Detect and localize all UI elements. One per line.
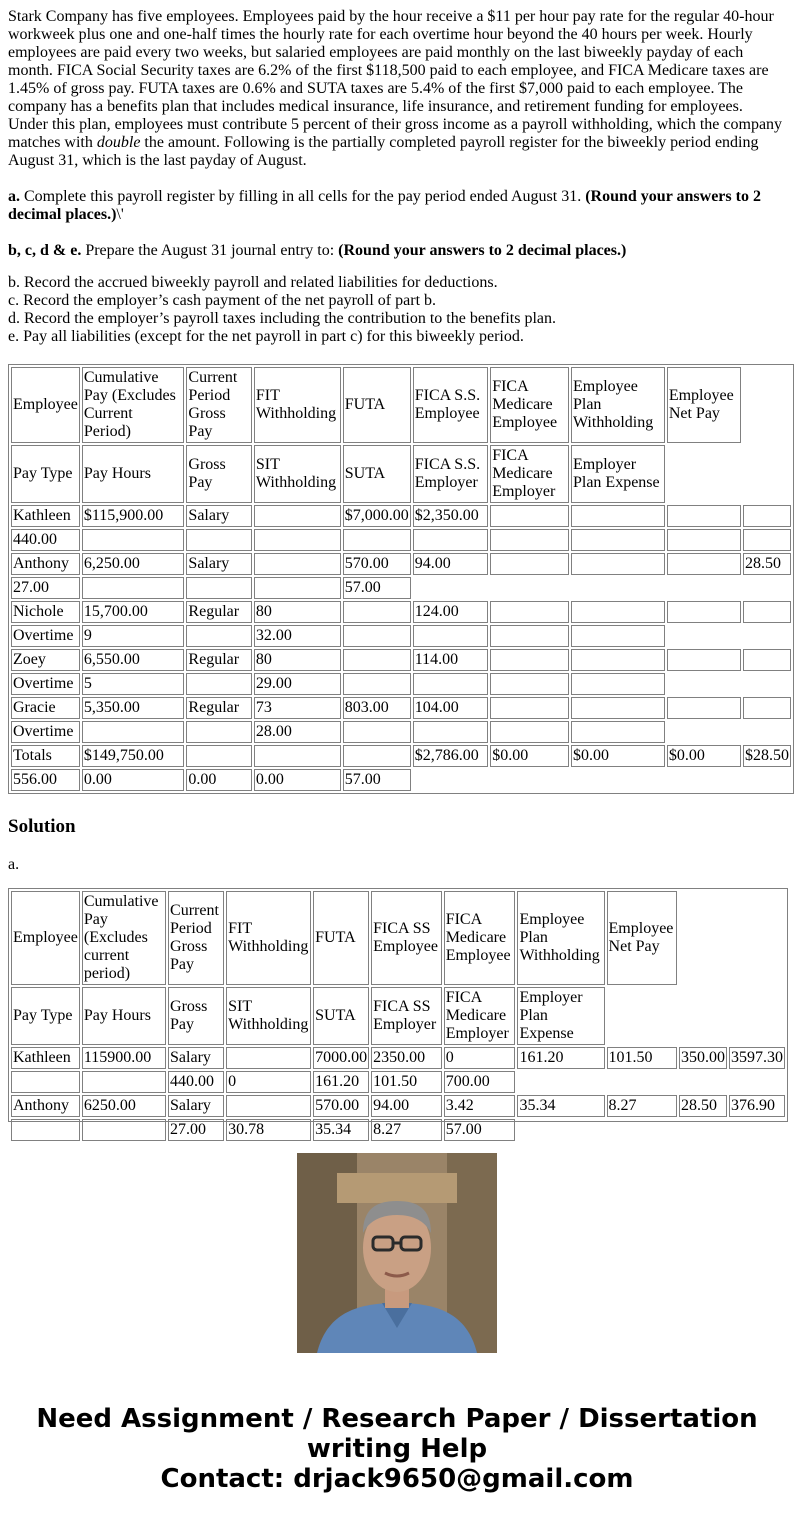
register-cell (413, 529, 488, 551)
part-bcde-label: b, c, d & e. (8, 242, 82, 259)
register-cell: Overtime (11, 625, 80, 647)
solution-cell: FICA SS Employee (371, 891, 442, 985)
register-cell: 114.00 (413, 649, 488, 671)
register-cell (82, 577, 185, 599)
register-cell: Salary (186, 505, 251, 527)
register-cell (743, 505, 791, 527)
register-cell (743, 601, 791, 623)
solution-part-a-label: a. (8, 856, 20, 873)
solution-cell (11, 1071, 80, 1093)
register-cell: Regular (186, 697, 251, 719)
part-bcde-instructions (8, 242, 786, 260)
solution-cell: 440.00 (168, 1071, 224, 1093)
solution-row (11, 1119, 785, 1141)
solution-cell: FUTA (313, 891, 369, 985)
solution-cell: 161.20 (517, 1047, 604, 1069)
presenter-photo-icon (297, 1153, 497, 1353)
solution-cell: 161.20 (313, 1071, 369, 1093)
register-cell (490, 673, 569, 695)
solution-cell: 3597.30 (729, 1047, 785, 1069)
solution-row (11, 1095, 785, 1117)
register-cell: 6,550.00 (82, 649, 185, 671)
solution-cell: 0 (226, 1071, 311, 1093)
solution-cell: Current Period Gross Pay (168, 891, 224, 985)
register-cell: Gross Pay (186, 445, 251, 503)
register-cell (743, 529, 791, 551)
register-cell (667, 529, 741, 551)
register-cell (490, 505, 569, 527)
register-cell: Salary (186, 553, 251, 575)
solution-cell: Employee Net Pay (607, 891, 677, 985)
register-cell: Pay Hours (82, 445, 185, 503)
register-cell (490, 697, 569, 719)
register-cell: 57.00 (343, 577, 411, 599)
register-row (11, 529, 791, 551)
register-cell (571, 529, 665, 551)
register-cell: Anthony (11, 553, 80, 575)
payroll-register-table (8, 364, 794, 794)
register-cell: $149,750.00 (82, 745, 185, 767)
register-cell (186, 529, 251, 551)
solution-cell: 115900.00 (82, 1047, 166, 1069)
register-cell: Employee Plan Withholding (571, 367, 665, 443)
part-a-instructions (8, 188, 786, 224)
register-header-row (11, 367, 791, 443)
register-cell (254, 529, 341, 551)
solution-cell: 27.00 (168, 1119, 224, 1141)
register-cell (490, 553, 569, 575)
register-cell (186, 745, 251, 767)
register-cell: 94.00 (413, 553, 488, 575)
register-cell: 124.00 (413, 601, 488, 623)
register-cell: $0.00 (490, 745, 569, 767)
register-row (11, 625, 791, 647)
register-cell: $2,350.00 (413, 505, 488, 527)
register-cell (343, 745, 411, 767)
intro-text: Stark Company has five employees. Employees paid by the hour receive a $11 per hour pay rate for the regular 40-hour workweek plus one and one-half times the hourly rate for each overtime hour beyond the 40 hours per week. Hourly employees are paid every two weeks, but salaried employees are paid monthly on the last biweekly payday of each month. FICA Social Security taxes are 6.2% of the first $118,500 paid to each employee, and FICA Medicare taxes are 1.45% of gross pay. FUTA taxes are 0.6% and SUTA taxes are 5.4% of the first $7,000 paid to each employee. The company has a benefits plan that includes medical insurance, life insurance, and retirement funding for employees. Under this plan, employees must contribute 5 percent of their gross income as a payroll withholding, which the company matches with (8, 8, 783, 151)
solution-cell: 3.42 (444, 1095, 516, 1117)
register-cell: Regular (186, 601, 251, 623)
register-cell: $7,000.00 (343, 505, 411, 527)
register-cell (667, 601, 741, 623)
register-cell (254, 553, 341, 575)
register-header-row (11, 445, 791, 503)
promo-line-1: Need Assignment / Research Paper / Dissertation (36, 1404, 758, 1434)
part-a-label: a. (8, 188, 20, 205)
register-cell (490, 721, 569, 743)
register-cell (571, 721, 665, 743)
register-row (11, 721, 791, 743)
solution-cell: 57.00 (444, 1119, 516, 1141)
register-cell (743, 649, 791, 671)
register-cell: 32.00 (254, 625, 341, 647)
register-cell (490, 601, 569, 623)
task-c: c. Record the employer’s cash payment of the net payroll of part b. (8, 292, 437, 309)
solution-cell: Salary (168, 1095, 224, 1117)
register-row (11, 649, 791, 671)
solution-cell (226, 1095, 311, 1117)
solution-cell: FICA SS Employer (371, 987, 442, 1045)
register-cell (186, 673, 251, 695)
register-cell: Employee (11, 367, 80, 443)
register-cell: Current Period Gross Pay (186, 367, 251, 443)
register-cell (667, 505, 741, 527)
register-cell: 80 (254, 649, 341, 671)
register-cell (82, 529, 185, 551)
register-cell: 0.00 (254, 769, 341, 791)
register-cell: 570.00 (343, 553, 411, 575)
part-a-rounding: (Round your answers to 2 decimal places.) (8, 188, 761, 223)
register-cell (186, 625, 251, 647)
register-cell: 803.00 (343, 697, 411, 719)
register-cell: Gracie (11, 697, 80, 719)
solution-cell: 28.50 (679, 1095, 727, 1117)
register-cell (343, 721, 411, 743)
problem-intro (8, 8, 786, 170)
intro-emphasis: double (96, 134, 141, 151)
solution-cell: 30.78 (226, 1119, 311, 1141)
register-cell: Overtime (11, 673, 80, 695)
solution-cell: Anthony (11, 1095, 80, 1117)
promo-line-2: writing Help (306, 1434, 488, 1464)
solution-cell (82, 1071, 166, 1093)
register-row (11, 745, 791, 767)
register-cell: 80 (254, 601, 341, 623)
register-cell: 104.00 (413, 697, 488, 719)
solution-cell (11, 1119, 80, 1141)
task-b: b. Record the accrued biweekly payroll and related liabilities for deductions. (8, 274, 498, 291)
solution-cell: 8.27 (607, 1095, 677, 1117)
register-cell (343, 601, 411, 623)
part-a-tail: \' (116, 206, 124, 223)
solution-cell: Employee (11, 891, 80, 985)
task-e: e. Pay all liabilities (except for the net payroll in part c) for this biweekly period. (8, 328, 524, 345)
register-cell: Employer Plan Expense (571, 445, 665, 503)
register-cell: 57.00 (343, 769, 411, 791)
solution-cell: 6250.00 (82, 1095, 166, 1117)
presenter-photo (297, 1153, 497, 1353)
register-cell: 28.50 (743, 553, 791, 575)
register-cell (254, 577, 341, 599)
register-cell: 29.00 (254, 673, 341, 695)
register-cell: 6,250.00 (82, 553, 185, 575)
task-list (8, 274, 786, 346)
register-cell: 27.00 (11, 577, 80, 599)
register-cell (254, 745, 341, 767)
register-cell (571, 601, 665, 623)
solution-cell: Employee Plan Withholding (517, 891, 604, 985)
solution-cell: 7000.00 (313, 1047, 369, 1069)
register-cell (254, 505, 341, 527)
register-cell: FICA S.S. Employee (413, 367, 488, 443)
register-cell (413, 721, 488, 743)
register-cell: FICA Medicare Employer (490, 445, 569, 503)
solution-cell: Salary (168, 1047, 224, 1069)
register-cell (413, 673, 488, 695)
register-cell (186, 721, 251, 743)
register-cell: 440.00 (11, 529, 80, 551)
register-cell: 5,350.00 (82, 697, 185, 719)
solution-cell: Kathleen (11, 1047, 80, 1069)
register-cell: Pay Type (11, 445, 80, 503)
register-row (11, 601, 791, 623)
solution-cell: SUTA (313, 987, 369, 1045)
register-cell: FIT Withholding (254, 367, 341, 443)
solution-cell: 376.90 (729, 1095, 785, 1117)
register-cell: 556.00 (11, 769, 80, 791)
solution-cell: Gross Pay (168, 987, 224, 1045)
solution-cell: FIT Withholding (226, 891, 311, 985)
solution-cell (226, 1047, 311, 1069)
solution-header-row (11, 891, 785, 985)
part-a-text: Complete this payroll register by filling in all cells for the pay period ended August 31. (20, 188, 586, 205)
register-cell (186, 577, 251, 599)
solution-header-row (11, 987, 785, 1045)
task-d: d. Record the employer’s payroll taxes including the contribution to the benefits plan. (8, 310, 557, 327)
register-cell: FICA S.S. Employer (413, 445, 488, 503)
register-cell (490, 529, 569, 551)
register-cell: Employee Net Pay (667, 367, 741, 443)
register-cell: 0.00 (82, 769, 185, 791)
register-cell (82, 721, 185, 743)
solution-cell (82, 1119, 166, 1141)
register-cell (571, 649, 665, 671)
solution-cell: FICA Medicare Employee (444, 891, 516, 985)
register-cell: 28.00 (254, 721, 341, 743)
register-cell: Regular (186, 649, 251, 671)
solution-cell: 101.50 (607, 1047, 677, 1069)
payroll-register-wrapper (8, 364, 794, 794)
register-row (11, 505, 791, 527)
register-cell: $28.50 (743, 745, 791, 767)
solution-cell: 8.27 (371, 1119, 442, 1141)
solution-table (9, 889, 787, 1143)
register-cell: Zoey (11, 649, 80, 671)
register-cell (667, 697, 741, 719)
solution-table-wrapper (8, 888, 788, 1138)
solution-cell: 350.00 (679, 1047, 727, 1069)
register-cell (667, 553, 741, 575)
register-cell (343, 649, 411, 671)
register-cell (343, 625, 411, 647)
register-cell (571, 625, 665, 647)
register-cell: 15,700.00 (82, 601, 185, 623)
register-cell: 0.00 (186, 769, 251, 791)
solution-cell: Pay Hours (82, 987, 166, 1045)
register-cell: Overtime (11, 721, 80, 743)
solution-cell: SIT Withholding (226, 987, 311, 1045)
register-cell: 5 (82, 673, 185, 695)
register-cell (413, 625, 488, 647)
solution-cell: 0 (444, 1047, 516, 1069)
part-bcde-text: Prepare the August 31 journal entry to: (81, 242, 339, 259)
register-cell: Cumulative Pay (Excludes Current Period) (82, 367, 185, 443)
solution-cell: 101.50 (371, 1071, 442, 1093)
register-cell (571, 697, 665, 719)
register-cell (667, 649, 741, 671)
solution-cell: 94.00 (371, 1095, 442, 1117)
register-cell (571, 673, 665, 695)
register-cell: $0.00 (667, 745, 741, 767)
solution-cell: Pay Type (11, 987, 80, 1045)
solution-cell: 2350.00 (371, 1047, 442, 1069)
solution-heading: Solution (8, 816, 76, 837)
solution-cell: 570.00 (313, 1095, 369, 1117)
register-cell: FUTA (343, 367, 411, 443)
solution-cell: Cumulative Pay (Excludes current period) (82, 891, 166, 985)
register-cell (490, 649, 569, 671)
register-cell: 9 (82, 625, 185, 647)
part-bcde-rounding: (Round your answers to 2 decimal places.) (338, 242, 627, 259)
solution-cell: FICA Medicare Employer (444, 987, 516, 1045)
register-cell: $115,900.00 (82, 505, 185, 527)
promo-contact: Contact: drjack9650@gmail.com (160, 1464, 634, 1494)
register-row (11, 769, 791, 791)
register-cell (343, 529, 411, 551)
register-cell (743, 697, 791, 719)
register-cell: Totals (11, 745, 80, 767)
register-row (11, 697, 791, 719)
register-cell: 73 (254, 697, 341, 719)
solution-row (11, 1071, 785, 1093)
register-cell (571, 505, 665, 527)
solution-row (11, 1047, 785, 1069)
register-row (11, 577, 791, 599)
solution-cell: Employer Plan Expense (517, 987, 604, 1045)
register-row (11, 553, 791, 575)
register-cell (490, 625, 569, 647)
register-cell: Kathleen (11, 505, 80, 527)
register-cell: FICA Medicare Employee (490, 367, 569, 443)
solution-cell: 35.34 (517, 1095, 604, 1117)
register-cell: $0.00 (571, 745, 665, 767)
register-cell: SIT Withholding (254, 445, 341, 503)
intro-end: the amount. Following is the partially completed payroll register for the biweekly period ending August 31, which is the last payday of August. (8, 134, 759, 169)
register-row (11, 673, 791, 695)
register-cell (571, 553, 665, 575)
register-cell: SUTA (343, 445, 411, 503)
register-cell: $2,786.00 (413, 745, 488, 767)
solution-cell: 700.00 (444, 1071, 516, 1093)
solution-cell: 35.34 (313, 1119, 369, 1141)
register-cell (343, 673, 411, 695)
register-cell: Nichole (11, 601, 80, 623)
promo-banner (0, 1404, 794, 1494)
